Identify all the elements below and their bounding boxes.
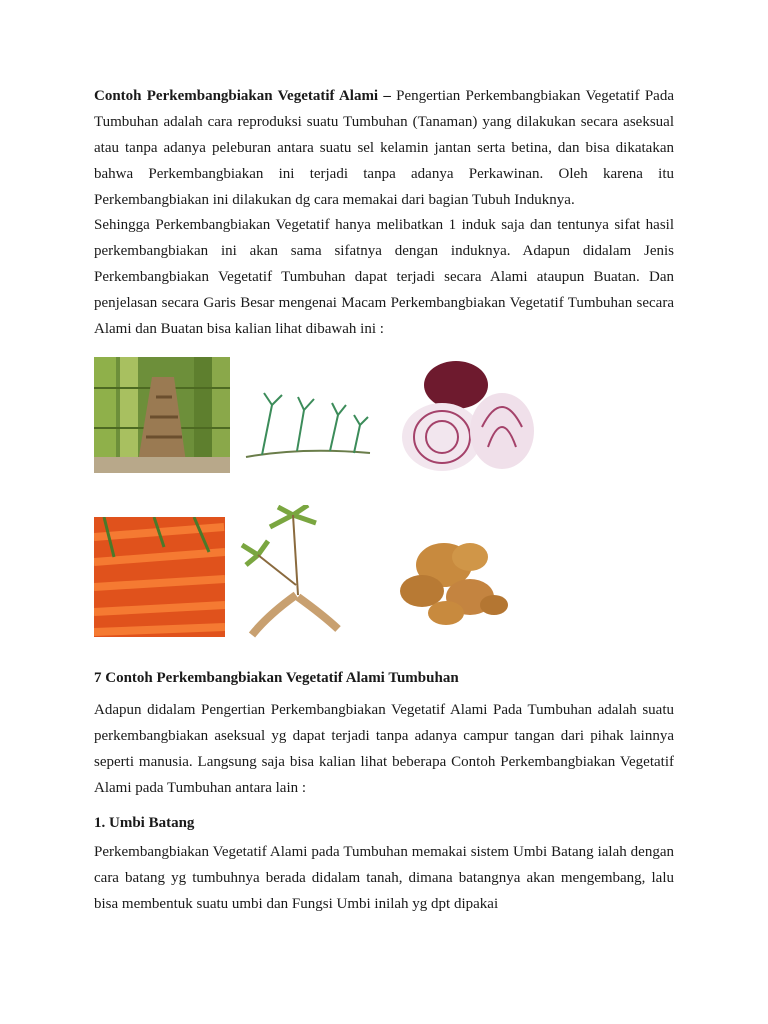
intro-paragraph [94,83,674,213]
paragraph-2: Sehingga Perkembangbiakan Vegetatif hanya melibatkan 1 induk saja dan tentunya sifat hasil perkembangbiakan ini akan sama sifatnya dengan induknya. Adapun didalam Jenis Perkembangbiakan Vegetatif Tumbuhan dapat terjadi secara Alami ataupun Buatan. Dan penjelasan secara Garis Besar mengenai Macam Perkembangbiakan Vegetatif Tumbuhan secara Alami dan Buatan bisa kalian lihat dibawah ini : [94,217,674,337]
ginger-rhizome-image [382,513,517,635]
paragraph-3: Adapun didalam Pengertian Perkembangbiakan Vegetatif Alami Pada Tumbuhan adalah suatu perkembangbiakan aseksual yg dapat terjadi tanpa adanya campur tangan dari pihak lainnya seperti manusia. Langsung saja bisa kalian lihat beberapa Contoh Perkembangbiakan Vegetatif Alami pada Tumbuhan antara lain : [94,702,674,796]
intro-separator: – [378,88,397,104]
cassava-plant-image [238,505,348,639]
intro-title: Contoh Perkembangbiakan Vegetatif Alami [94,88,379,104]
bamboo-shoot-image [94,357,230,473]
intro-text: Pengertian Perkembangbiakan Vegetatif Pada Tumbuhan adalah cara reproduksi suatu Tumbuhan (Tanaman) yang dilakukan secara aseksual atau tanpa adanya peleburan antara suatu sel kelamin jantan serta betina, dan bisa dikatakan bahwa Perkembangbiakan ini terjadi tanpa adanya Perkawinan. Oleh karena itu Perkembangbiakan ini dilakukan dg cara memakai dari bagian Tubuh Induknya. [94,88,674,208]
carrots-image [94,517,225,637]
shallot-bulb-image [398,357,534,472]
paragraph-4: Perkembangbiakan Vegetatif Alami pada Tumbuhan memakai sistem Umbi Batang ialah dengan cara batang yg tumbuhnya berada didalam tanah, dimana batangnya akan mengembang, lalu bisa membentuk suatu umbi dan Fungsi Umbi inilah yg dpt dipakai [94,844,674,912]
section-heading: 7 Contoh Perkembangbiakan Vegetatif Alami Tumbuhan [94,670,459,686]
runner-plant-image [242,385,374,465]
subheading-umbi-batang: 1. Umbi Batang [94,815,195,831]
